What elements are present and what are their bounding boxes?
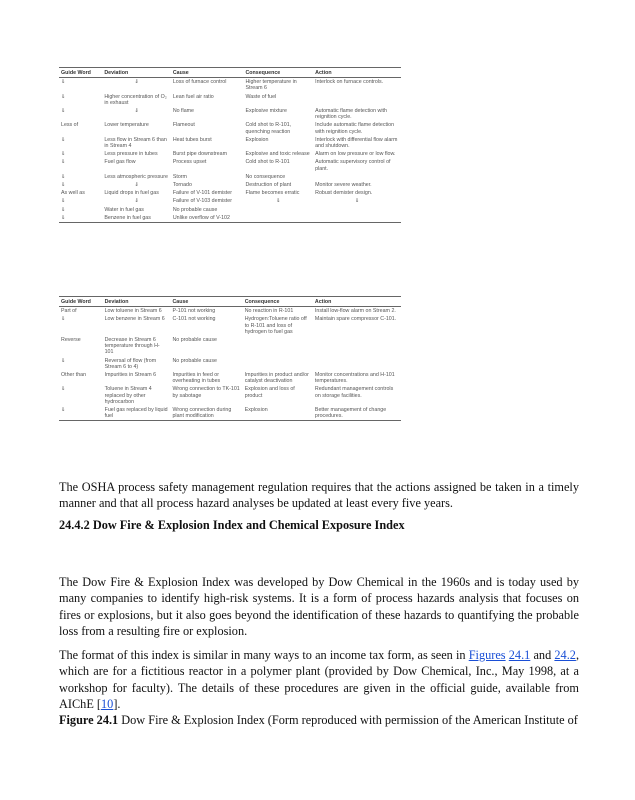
table-row xyxy=(59,197,401,205)
table-cell: ⇓ xyxy=(61,173,66,180)
column-header: Deviation xyxy=(103,297,171,307)
table-header-row xyxy=(59,297,401,307)
hazop-table-furnace xyxy=(59,67,401,223)
paragraph-text: ]. xyxy=(113,697,121,712)
table-cell: Interlock with differential flow alarm and shutdown. xyxy=(315,136,398,150)
table-cell: Flame becomes erratic xyxy=(245,190,300,197)
table-cell: Flameout xyxy=(172,122,195,129)
table-cell xyxy=(243,336,313,357)
table-cell: ⇓ xyxy=(61,159,66,166)
table-cell: ⇓ xyxy=(61,108,66,115)
table-cell: No flame xyxy=(172,108,195,115)
table-cell: ⇓ xyxy=(61,93,66,100)
table-cell: Low toluene in Stream 6 xyxy=(104,308,162,315)
table-row xyxy=(59,181,401,189)
table-cell: Failure of V-103 demister xyxy=(172,198,232,205)
table-row xyxy=(59,78,401,93)
table-cell: Fuel gas replaced by liquid fuel xyxy=(103,406,171,421)
table-cell: C-101 not working xyxy=(172,316,216,323)
table-cell: Wrong connection during plant modification xyxy=(170,406,242,421)
table-body xyxy=(59,307,401,421)
table-cell: ⇓ xyxy=(61,386,66,393)
table-cell: Monitor severe weather. xyxy=(315,182,372,189)
table-row xyxy=(59,150,401,158)
table-cell: ⇓ xyxy=(61,151,66,158)
table-row xyxy=(59,371,401,385)
table-cell: Explosive mixture xyxy=(245,108,287,115)
table-cell: Process upset xyxy=(172,159,207,166)
format-paragraph xyxy=(59,647,579,713)
figure-24-1-link[interactable]: 24.1 xyxy=(508,648,531,662)
table-cell: Fuel gas flow xyxy=(104,159,136,166)
table-cell: Water in fuel gas xyxy=(104,206,144,213)
paragraph-text: and xyxy=(530,648,555,662)
table-cell: ⇓ xyxy=(61,136,66,143)
table-row xyxy=(59,93,401,107)
table-cell: ⇓ xyxy=(134,182,139,189)
column-header: Guide Word xyxy=(59,297,103,307)
column-header: Consequence xyxy=(243,68,313,78)
table-cell: Higher temperature in Stream 6 xyxy=(245,79,297,92)
table-cell xyxy=(313,173,401,181)
table-cell: Lean fuel air ratio xyxy=(172,93,214,100)
table-cell: ⇓ xyxy=(354,198,360,205)
table-cell: Automatic supervisory control of plant. xyxy=(315,159,391,172)
table-cell xyxy=(243,357,313,371)
table-row xyxy=(59,158,401,172)
dow-index-paragraph: The Dow Fire & Explosion Index was developed by Dow Chemical in the 1960s and is today used by many companies to identify high-risk systems. It is a form of process hazards analysis that focuses on fires or explosions, but it also goes beyond the identification of these hazards to quantifying the probable loss from a resulting fire or explosion. xyxy=(59,575,579,639)
table-cell: Cold shot to R-101 xyxy=(245,159,290,166)
table-cell: ⇓ xyxy=(134,79,139,86)
table-cell: P-101 not working xyxy=(172,308,216,315)
table-cell: Better management of change procedures. xyxy=(313,406,401,421)
table-cell: Liquid drops in fuel gas xyxy=(104,190,159,197)
table-cell: No probable cause xyxy=(172,357,217,364)
table-cell: Less of xyxy=(61,122,79,129)
table-cell xyxy=(313,206,401,214)
table-row xyxy=(59,336,401,357)
table-cell: Maintain spare compressor C-101. xyxy=(314,316,397,323)
table-cell: Install low-flow alarm on Stream 2. xyxy=(314,308,396,315)
table-cell: ⇓ xyxy=(61,357,66,364)
caption-text: Dow Fire & Explosion Index (Form reproduced with permission of the American Institute of xyxy=(118,713,578,727)
table-cell: Interlock on furnace controls. xyxy=(315,79,384,86)
column-header: Deviation xyxy=(102,68,170,78)
table-cell: As well as xyxy=(61,190,85,197)
column-header: Action xyxy=(313,68,401,78)
table-cell: Benzene in fuel gas xyxy=(102,214,170,223)
table-cell: Destruction of plant xyxy=(245,182,292,189)
table-cell: No reaction in R-101 xyxy=(244,308,294,315)
table-cell xyxy=(313,357,401,371)
table-cell: Redundant management controls on storage facilities. xyxy=(314,386,394,399)
table-row xyxy=(59,385,401,406)
column-header: Action xyxy=(313,297,401,307)
table-cell: Explosion xyxy=(245,136,269,143)
table-cell: Impurities in feed or overheating in tubes xyxy=(172,372,221,385)
table-cell xyxy=(243,214,313,223)
table-header-row xyxy=(59,68,401,78)
table-row xyxy=(59,121,401,135)
figure-24-2-link[interactable]: 24.2 xyxy=(554,648,576,662)
table-cell: ⇓ xyxy=(61,316,66,323)
table-cell: Decrease in Stream 6 temperature through H-101 xyxy=(104,337,160,356)
table-cell: Less pressure in tubes xyxy=(104,151,158,158)
table-cell: Explosion and loss of product xyxy=(244,386,295,399)
paragraph-text: , which are for a fictitious reactor in a polymer plant (provided by Dow Chemical, Inc., May 1998, at a workshop for faculty). The details of these procedures are given in the official guide, available from AIChE [ xyxy=(59,648,580,712)
table-cell: Automatic flame detection with reignition cycle. xyxy=(315,108,387,121)
table-cell: Hydrogen:Toluene ratio off to R-101 and loss of hydrogen to fuel gas xyxy=(244,316,307,335)
table-cell: Storm xyxy=(172,173,187,180)
table-cell: Lower temperature xyxy=(104,122,149,129)
table-cell: ⇓ xyxy=(134,108,139,115)
table-cell: Cold shot to R-101, quenching reaction xyxy=(245,122,292,135)
table-row xyxy=(59,173,401,181)
column-header: Cause xyxy=(170,297,242,307)
table-cell xyxy=(313,336,401,357)
section-heading: 24.4.2 Dow Fire & Explosion Index and Chemical Exposure Index xyxy=(59,518,405,532)
table-cell: Burst pipe downstream xyxy=(172,151,227,158)
table-cell: ⇓ xyxy=(59,406,103,421)
table-cell: ⇓ xyxy=(276,198,281,205)
table-cell xyxy=(313,214,401,223)
table-cell: Loss of furnace control xyxy=(172,79,227,86)
table-cell: Tornado xyxy=(172,182,192,189)
table-cell: ⇓ xyxy=(134,198,139,205)
caption-label: Figure 24.1 xyxy=(59,713,119,727)
reference-10-link[interactable]: 10 xyxy=(101,697,114,712)
figure-caption xyxy=(59,713,589,728)
table-cell: Monitor concentrations and H-101 temperatures. xyxy=(314,372,395,385)
column-header: Consequence xyxy=(243,297,313,307)
table-row xyxy=(59,406,401,421)
table-cell: Toluene in Stream 4 replaced by other hydrocarbon xyxy=(104,386,152,405)
osha-paragraph: The OSHA process safety management regulation requires that the actions assigned be taken in a timely manner and that all process hazard analyses be updated at least every five years. xyxy=(59,480,579,511)
table-cell xyxy=(313,93,401,107)
table-cell: Higher concentration of O₂ in exhaust xyxy=(104,93,167,106)
table-row xyxy=(59,214,401,223)
table-cell: No consequence xyxy=(245,173,286,180)
table-cell: ⇓ xyxy=(61,79,66,86)
table-cell: ⇓ xyxy=(59,214,102,223)
table-row xyxy=(59,357,401,371)
table-cell: No probable cause xyxy=(172,337,217,344)
table-cell: Part of xyxy=(61,308,77,315)
table-cell: Less flow in Stream 6 than in Stream 4 xyxy=(104,136,167,150)
table-row xyxy=(59,307,401,316)
table-cell: Heat tubes burst xyxy=(172,136,212,143)
table-body xyxy=(59,78,401,223)
table-cell: ⇓ xyxy=(61,182,66,189)
table-cell: Waste of fuel xyxy=(245,93,277,100)
column-header: Guide Word xyxy=(59,68,102,78)
table-row xyxy=(59,315,401,336)
column-header: Cause xyxy=(171,68,244,78)
table-cell: No probable cause xyxy=(172,206,218,213)
paragraph-text: The format of this index is similar in many ways to an income tax form, as seen in xyxy=(59,648,469,662)
table-cell: ⇓ xyxy=(61,206,66,213)
table-row xyxy=(59,189,401,197)
table-row xyxy=(59,206,401,214)
table-cell: Wrong connection to TK-101 by sabotage xyxy=(172,386,240,399)
figures-link[interactable]: Figures xyxy=(468,648,506,662)
table-cell xyxy=(243,206,313,214)
table-cell: Other than xyxy=(61,372,87,379)
table-cell: ⇓ xyxy=(61,198,66,205)
table-cell: Unlike overflow of V-102 xyxy=(171,214,244,223)
table-cell: Less atmospheric pressure xyxy=(104,173,168,180)
table-cell: Alarm on low pressure or low flow. xyxy=(315,151,396,158)
table-row xyxy=(59,136,401,150)
table-cell: Low benzene in Stream 6 xyxy=(104,316,165,323)
table-cell: Robust demister design. xyxy=(315,190,373,197)
table-cell: Reverse xyxy=(61,337,81,344)
table-cell: Failure of V-101 demister xyxy=(172,190,232,197)
table-cell: Include automatic flame detection with reignition cycle. xyxy=(315,122,395,135)
table-cell: Explosive and toxic release xyxy=(245,151,310,158)
table-cell: Impurities in product and/or catalyst deactivation xyxy=(244,372,309,385)
table-row xyxy=(59,107,401,121)
table-cell: Explosion xyxy=(243,406,313,421)
table-cell: Reversal of flow (from Stream 6 to 4) xyxy=(104,357,157,370)
table-cell: Impurities in Stream 6 xyxy=(104,372,157,379)
hazop-table-stream xyxy=(59,296,401,421)
